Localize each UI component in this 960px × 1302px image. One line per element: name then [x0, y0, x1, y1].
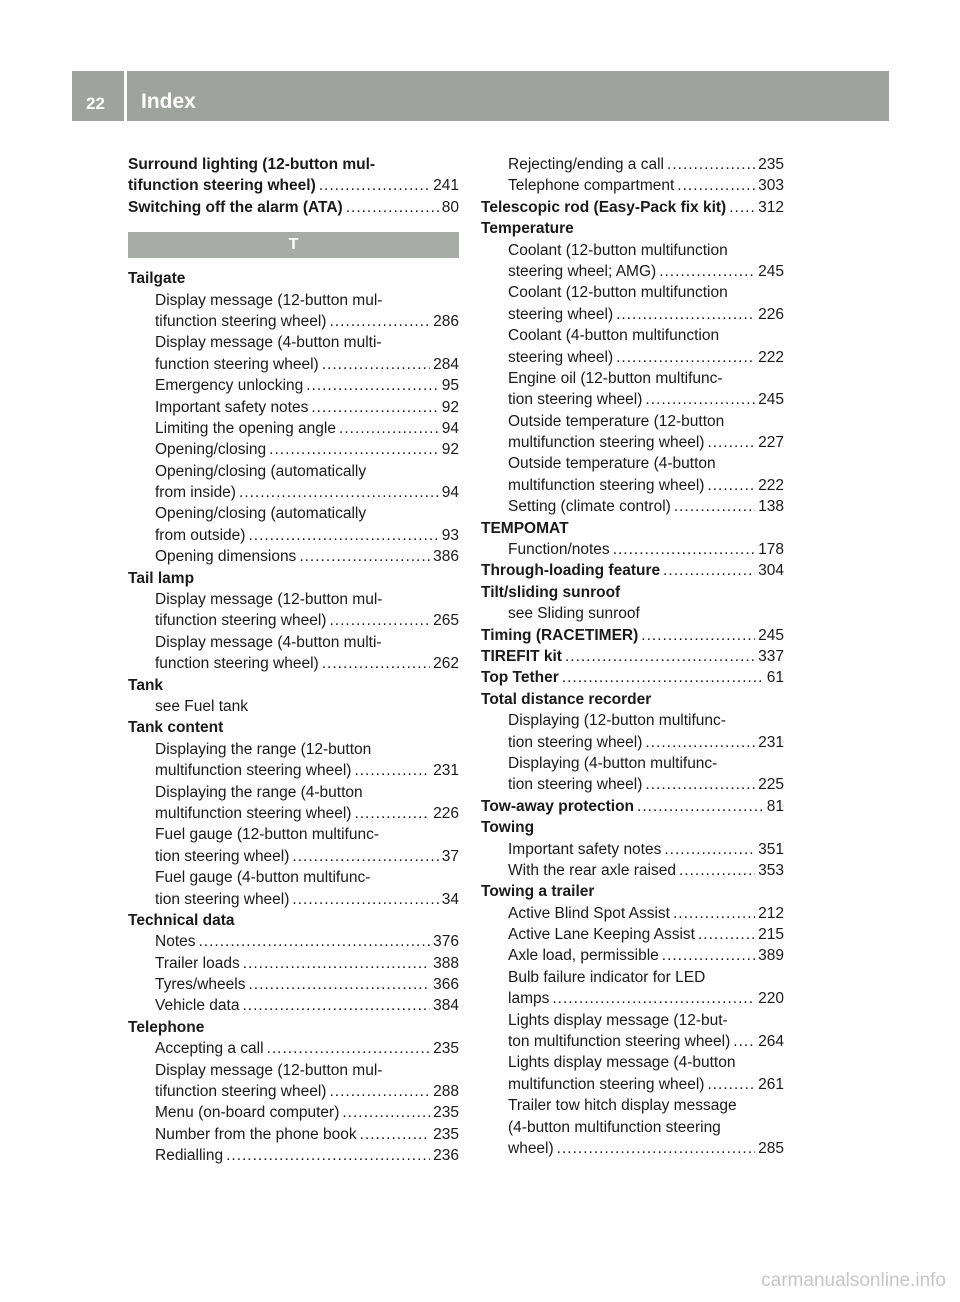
entry-text: Setting (climate control) [508, 498, 671, 516]
header-divider [124, 71, 127, 121]
entry-text: With the rear axle raised [508, 861, 676, 879]
page-reference: 304 [758, 562, 784, 580]
dot-leader [354, 803, 430, 824]
page-reference: 95 [441, 377, 459, 395]
entry-text: Active Blind Spot Assist [508, 904, 670, 922]
index-subentry [481, 1010, 784, 1031]
entry-text: function steering wheel) [155, 655, 319, 673]
entry-text: Coolant (4-button multifunction [508, 327, 720, 345]
page-reference: 245 [758, 626, 784, 644]
entry-text: Active Lane Keeping Assist [508, 926, 695, 944]
dot-leader [637, 796, 764, 817]
page-reference: 222 [758, 476, 784, 494]
index-subentry [128, 782, 459, 803]
index-subentry [481, 1117, 784, 1138]
page-reference: 231 [758, 733, 784, 751]
dot-leader [311, 397, 438, 418]
page-reference: 366 [433, 976, 459, 994]
entry-text: Lights display message (12-but- [508, 1011, 728, 1029]
page-reference: 235 [433, 1104, 459, 1122]
index-subentry [128, 824, 459, 845]
entry-text: Tyres/wheels [155, 976, 246, 994]
dot-leader [199, 931, 431, 952]
entry-text: from outside) [155, 526, 246, 544]
index-subentry [128, 974, 459, 995]
dot-leader [565, 646, 755, 667]
index-subentry [481, 603, 784, 624]
entry-text: Emergency unlocking [155, 377, 304, 395]
entry-text: Number from the phone book [155, 1125, 357, 1143]
index-subentry [128, 632, 459, 653]
index-subentry [128, 397, 459, 418]
page-reference: 286 [433, 312, 459, 330]
entry-text: Opening/closing (automatically [155, 505, 367, 523]
dot-leader [667, 154, 755, 175]
entry-text: steering wheel) [508, 305, 614, 323]
index-subentry [128, 995, 459, 1016]
entry-text: multifunction steering wheel) [508, 476, 705, 494]
index-subentry [481, 175, 784, 196]
dot-leader [242, 995, 430, 1016]
page-reference: 303 [758, 177, 784, 195]
index-subentry [128, 332, 459, 353]
index-subentry [481, 240, 784, 261]
dot-leader [292, 889, 438, 910]
index-subentry [128, 311, 459, 332]
index-entry [128, 175, 459, 196]
index-subentry [481, 903, 784, 924]
entry-text: Through-loading feature [481, 562, 661, 580]
entry-text: Engine oil (12-button multifunc- [508, 369, 723, 387]
entry-text: multifunction steering wheel) [508, 1075, 705, 1093]
index-subentry [481, 945, 784, 966]
dot-leader [664, 839, 755, 860]
dot-leader [733, 1031, 755, 1052]
index-entry [481, 796, 784, 817]
entry-text: Trailer loads [155, 954, 240, 972]
entry-text: Trailer tow hitch display message [508, 1097, 737, 1115]
entry-text: Axle load, permissible [508, 947, 659, 965]
page-reference: 265 [433, 612, 459, 630]
dot-leader [299, 546, 430, 567]
index-subentry [128, 375, 459, 396]
entry-text: see Fuel tank [155, 697, 249, 715]
dot-leader [677, 175, 755, 196]
index-subentry [128, 1081, 459, 1102]
index-subentry [481, 325, 784, 346]
index-subentry [128, 610, 459, 631]
dot-leader [613, 539, 755, 560]
dot-leader [645, 732, 755, 753]
entry-text: steering wheel) [508, 348, 614, 366]
index-entry [128, 910, 459, 931]
entry-text: Function/notes [508, 541, 610, 559]
entry-text: tifunction steering wheel) [155, 612, 327, 630]
entry-text: multifunction steering wheel) [508, 434, 705, 452]
index-entry [481, 881, 784, 902]
dot-leader [616, 347, 755, 368]
entry-text: Tail lamp [128, 569, 195, 587]
page-reference: 227 [758, 434, 784, 452]
entry-text: Bulb failure indicator for LED [508, 968, 706, 986]
entry-text: Temperature [481, 220, 574, 238]
index-subentry [128, 1145, 459, 1166]
entry-text: Coolant (12-button multifunction [508, 284, 728, 302]
page-reference: 94 [441, 419, 459, 437]
dot-leader [659, 261, 755, 282]
entry-text: Fuel gauge (4-button multifunc- [155, 869, 371, 887]
index-subentry [128, 439, 459, 460]
entry-text: see Sliding sunroof [508, 605, 640, 623]
entry-text: Outside temperature (12-button [508, 412, 725, 430]
entry-text: Technical data [128, 911, 235, 929]
entry-text: multifunction steering wheel) [155, 762, 352, 780]
page-reference: 388 [433, 954, 459, 972]
page-reference: 262 [433, 655, 459, 673]
entry-text: Switching off the alarm (ATA) [128, 198, 343, 216]
index-subentry [481, 1095, 784, 1116]
page-reference: 138 [758, 498, 784, 516]
index-entry [128, 717, 459, 738]
dot-leader [243, 953, 430, 974]
page-reference: 312 [758, 198, 784, 216]
entry-text: Outside temperature (4-button [508, 455, 716, 473]
page-reference: 235 [433, 1040, 459, 1058]
entry-text: from inside) [155, 484, 236, 502]
entry-text: Surround lighting (12-button mul- [128, 156, 376, 173]
index-subentry [128, 354, 459, 375]
dot-leader [226, 1145, 430, 1166]
index-subentry [481, 368, 784, 389]
dot-leader [322, 354, 430, 375]
dot-leader [329, 610, 430, 631]
index-subentry [128, 1124, 459, 1145]
dot-leader [663, 560, 755, 581]
entry-text: Telephone compartment [508, 177, 675, 195]
index-entry [128, 568, 459, 589]
dot-leader [269, 439, 439, 460]
page-number: 22 [86, 94, 105, 113]
index-subentry [481, 860, 784, 881]
index-subentry [481, 282, 784, 303]
index-subentry [481, 261, 784, 282]
entry-text: Limiting the opening angle [155, 419, 336, 437]
index-subentry [481, 411, 784, 432]
entry-text: Opening/closing [155, 441, 267, 459]
entry-text: Important safety notes [155, 398, 309, 416]
entry-text: Opening/closing (automatically [155, 462, 367, 480]
index-entry [128, 197, 459, 218]
entry-text: Menu (on-board computer) [155, 1104, 340, 1122]
page-reference: 261 [758, 1075, 784, 1093]
index-entry [481, 197, 784, 218]
dot-leader [267, 1038, 431, 1059]
dot-leader [562, 667, 764, 688]
page-reference: 389 [758, 947, 784, 965]
index-subentry [481, 1138, 784, 1159]
index-subentry [128, 461, 459, 482]
index-subentry [481, 347, 784, 368]
dot-leader [662, 945, 755, 966]
index-subentry [481, 1074, 784, 1095]
index-entry [481, 560, 784, 581]
index-subentry [128, 739, 459, 760]
entry-text: Lights display message (4-button [508, 1054, 736, 1072]
page-reference: 212 [758, 904, 784, 922]
index-subentry [128, 653, 459, 674]
page-reference: 220 [758, 990, 784, 1008]
dot-leader [292, 846, 438, 867]
dot-leader [674, 496, 755, 517]
entry-text: Rejecting/ending a call [508, 156, 664, 173]
dot-leader [645, 774, 755, 795]
page-reference: 288 [433, 1083, 459, 1101]
entry-text: function steering wheel) [155, 355, 319, 373]
page-reference: 235 [433, 1125, 459, 1143]
entry-text: tion steering wheel) [508, 776, 643, 794]
entry-text: Tilt/sliding sunroof [481, 583, 621, 601]
entry-text: Display message (4-button multi- [155, 334, 382, 352]
index-subentry [128, 931, 459, 952]
index-subentry [481, 496, 784, 517]
entry-text: (4-button multifunction steering [508, 1118, 721, 1136]
dot-leader [552, 988, 755, 1009]
index-subentry [128, 696, 459, 717]
entry-text: Display message (12-button mul- [155, 1061, 383, 1079]
entry-text: tifunction steering wheel) [128, 177, 316, 195]
section-header: T [128, 232, 459, 258]
entry-text: wheel) [508, 1139, 554, 1157]
index-subentry [128, 1038, 459, 1059]
page-reference: 93 [441, 526, 459, 544]
index-subentry [481, 710, 784, 731]
entry-text: tifunction steering wheel) [155, 312, 327, 330]
dot-leader [729, 197, 755, 218]
dot-leader [342, 1102, 430, 1123]
page-title: Index [141, 90, 196, 113]
dot-leader [239, 482, 439, 503]
entry-text: lamps [508, 990, 550, 1008]
entry-text: tion steering wheel) [508, 391, 643, 409]
index-subentry [128, 1102, 459, 1123]
index-subentry [481, 304, 784, 325]
index-subentry [128, 290, 459, 311]
page-reference: 226 [758, 305, 784, 323]
dot-leader [679, 860, 755, 881]
dot-leader [329, 1081, 430, 1102]
page-reference: 34 [441, 890, 459, 908]
dot-leader [248, 974, 430, 995]
index-entry [481, 646, 784, 667]
entry-text: tion steering wheel) [155, 890, 290, 908]
page-header [72, 71, 889, 121]
index-subentry [128, 953, 459, 974]
dot-leader [339, 418, 439, 439]
entry-text: Fuel gauge (12-button multifunc- [155, 826, 380, 844]
index-subentry [481, 1031, 784, 1052]
index-entry [481, 218, 784, 239]
page-reference: 245 [758, 262, 784, 280]
index-subentry [481, 774, 784, 795]
entry-text: multifunction steering wheel) [155, 804, 352, 822]
entry-text: ton multifunction steering wheel) [508, 1033, 731, 1051]
index-subentry [481, 453, 784, 474]
entry-text: Vehicle data [155, 997, 240, 1015]
index-subentry [481, 389, 784, 410]
entry-text: Towing a trailer [481, 883, 595, 901]
dot-leader [673, 903, 755, 924]
index-subentry [128, 867, 459, 888]
entry-text: Displaying (4-button multifunc- [508, 754, 718, 772]
page-reference: 384 [433, 997, 459, 1015]
index-subentry [481, 967, 784, 988]
dot-leader [707, 432, 755, 453]
index-subentry [481, 924, 784, 945]
index-subentry [481, 539, 784, 560]
index-entry [481, 817, 784, 838]
index-subentry [481, 154, 784, 175]
index-subentry [128, 760, 459, 781]
watermark: carmanualsonline.info [761, 1270, 946, 1291]
entry-text: steering wheel; AMG) [508, 262, 657, 280]
entry-text: Tank [128, 676, 164, 694]
page-reference: 376 [433, 933, 459, 951]
dot-leader [306, 375, 439, 396]
index-subentry [128, 503, 459, 524]
page-reference: 37 [441, 847, 459, 865]
page-reference: 245 [758, 391, 784, 409]
dot-leader [616, 304, 755, 325]
index-subentry [128, 889, 459, 910]
page-reference: 226 [433, 804, 459, 822]
entry-text: Opening dimensions [155, 548, 297, 566]
index-entry [128, 675, 459, 696]
page-reference: 81 [766, 797, 784, 815]
page-reference: 353 [758, 861, 784, 879]
dot-leader [329, 311, 430, 332]
page-reference: 337 [758, 647, 784, 665]
entry-text: Timing (RACETIMER) [481, 626, 639, 644]
page-reference: 80 [441, 198, 459, 216]
entry-text: TIREFIT kit [481, 647, 562, 665]
entry-text: Tow-away protection [481, 797, 635, 815]
page-reference: 92 [441, 398, 459, 416]
index-column-left [128, 154, 459, 1167]
index-column-right [481, 154, 784, 1159]
page-reference: 178 [758, 541, 784, 559]
page-reference: 241 [433, 177, 459, 195]
entry-text: Redialling [155, 1147, 224, 1165]
index-subentry [128, 1060, 459, 1081]
page-reference: 386 [433, 548, 459, 566]
page-reference: 231 [433, 762, 459, 780]
index-subentry [481, 475, 784, 496]
dot-leader [641, 625, 755, 646]
entry-text: Tank content [128, 719, 224, 737]
page-reference: 285 [758, 1139, 784, 1157]
entry-text: Displaying the range (12-button [155, 740, 372, 758]
entry-text: Top Tether [481, 669, 559, 687]
page-reference: 92 [441, 441, 459, 459]
index-entry [481, 518, 784, 539]
dot-leader [322, 653, 430, 674]
dot-leader [707, 1074, 755, 1095]
entry-text: TEMPOMAT [481, 519, 569, 537]
page-reference: 222 [758, 348, 784, 366]
index-entry [128, 268, 459, 289]
index-entry [481, 667, 784, 688]
index-entry [481, 689, 784, 710]
page-reference: 264 [758, 1033, 784, 1051]
index-subentry [481, 1052, 784, 1073]
entry-text: Displaying (12-button multifunc- [508, 712, 726, 730]
dot-leader [645, 389, 755, 410]
entry-text: Telephone [128, 1018, 205, 1036]
entry-text: Tailgate [128, 270, 186, 288]
page-reference: 351 [758, 840, 784, 858]
page-reference: 94 [441, 484, 459, 502]
index-entry [128, 154, 459, 175]
entry-text: Total distance recorder [481, 690, 652, 708]
index-subentry [128, 546, 459, 567]
index-subentry [128, 589, 459, 610]
entry-text: Display message (12-button mul- [155, 591, 383, 609]
index-subentry [481, 432, 784, 453]
index-subentry [481, 988, 784, 1009]
page-reference: 236 [433, 1147, 459, 1165]
dot-leader [248, 525, 438, 546]
dot-leader [354, 760, 430, 781]
entry-text: Accepting a call [155, 1040, 264, 1058]
index-subentry [128, 846, 459, 867]
entry-text: Displaying the range (4-button [155, 783, 363, 801]
index-subentry [481, 732, 784, 753]
index-entry [481, 582, 784, 603]
index-subentry [128, 525, 459, 546]
index-subentry [128, 803, 459, 824]
page-reference: 225 [758, 776, 784, 794]
dot-leader [360, 1124, 431, 1145]
index-subentry [128, 418, 459, 439]
entry-text: Notes [155, 933, 196, 951]
entry-text: Display message (12-button mul- [155, 291, 383, 309]
page-reference: 61 [766, 669, 784, 687]
page-reference: 235 [758, 156, 784, 173]
entry-text: tion steering wheel) [155, 847, 290, 865]
entry-text: Coolant (12-button multifunction [508, 241, 728, 259]
entry-text: tion steering wheel) [508, 733, 643, 751]
dot-leader [319, 175, 430, 196]
dot-leader [707, 475, 755, 496]
dot-leader [346, 197, 439, 218]
page-reference: 215 [758, 926, 784, 944]
page-reference: 284 [433, 355, 459, 373]
index-subentry [481, 753, 784, 774]
index-subentry [481, 839, 784, 860]
entry-text: tifunction steering wheel) [155, 1083, 327, 1101]
entry-text: Telescopic rod (Easy-Pack fix kit) [481, 198, 727, 216]
entry-text: Important safety notes [508, 840, 662, 858]
entry-text: Display message (4-button multi- [155, 633, 382, 651]
dot-leader [698, 924, 755, 945]
entry-text: Towing [481, 819, 535, 837]
dot-leader [557, 1138, 755, 1159]
index-entry [128, 1017, 459, 1038]
index-entry [481, 625, 784, 646]
index-subentry [128, 482, 459, 503]
